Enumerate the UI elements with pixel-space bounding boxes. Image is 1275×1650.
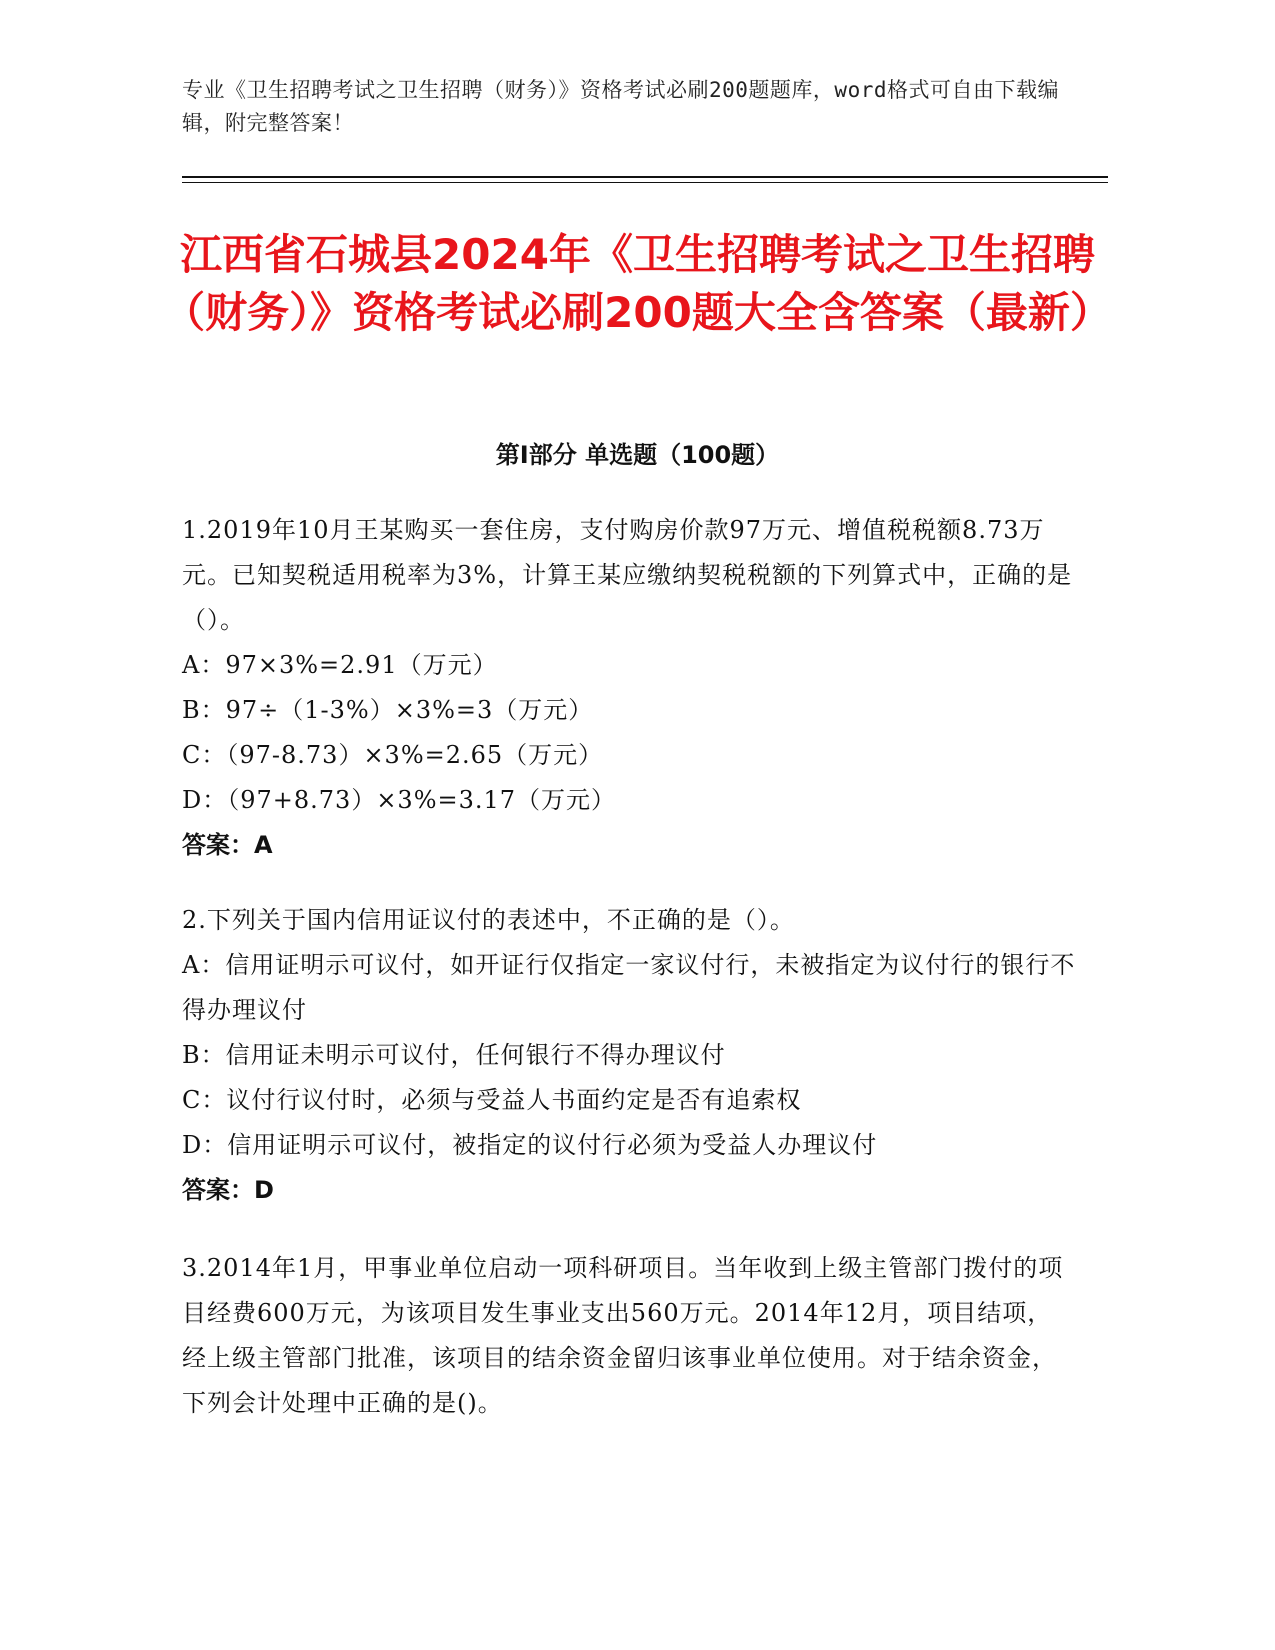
option-c: C：（97-8.73）×3%=2.65（万元） [182, 741, 604, 769]
question-stem: 1.2019年10月王某购买一套住房，支付购房价款97万元、增值税税额8.73万元。已知契税适用税率为3%，计算王某应缴纳契税税额的下列算式中，正确的是（）。 [182, 516, 1073, 634]
question-stem: 2.下列关于国内信用证议付的表述中，不正确的是（）。 [182, 906, 795, 934]
question-stem: 3.2014年1月，甲事业单位启动一项科研项目。当年收到上级主管部门拨付的项目经费600万元，为该项目发生事业支出560万元。2014年12月，项目结项，经上级主管部门批准，该项目的结余资金留归该事业单位使用。对于结余资金，下列会计处理中正确的是()。 [182, 1254, 1064, 1417]
option-d: D：信用证明示可议付，被指定的议付行必须为受益人办理议付 [182, 1131, 878, 1159]
option-c: C：议付行议付时，必须与受益人书面约定是否有追索权 [182, 1086, 802, 1114]
option-a: A：信用证明示可议付，如开证行仅指定一家议付行，未被指定为议付行的银行不得办理议付 [182, 951, 1076, 1024]
header-divider-thick [182, 176, 1108, 178]
answer-label: 答案：D [182, 1176, 274, 1204]
answer-label: 答案：A [182, 831, 273, 859]
option-b: B：信用证未明示可议付，任何银行不得办理议付 [182, 1041, 726, 1069]
header-divider-thin [182, 182, 1108, 183]
question-2 [182, 898, 1077, 1213]
document-title: 江西省石城县2024年《卫生招聘考试之卫生招聘（财务）》资格考试必刷200题大全含答案（最新） [163, 230, 1112, 337]
option-a: A：97×3%=2.91（万元） [182, 651, 498, 679]
section-title: 第Ⅰ部分 单选题（100题） [495, 441, 780, 469]
question-1 [182, 508, 1077, 868]
question-3 [182, 1246, 1077, 1426]
header-note: 专业《卫生招聘考试之卫生招聘（财务）》资格考试必刷200题题库，word格式可自由下载编辑，附完整答案！ [182, 78, 1059, 135]
option-d: D：（97+8.73）×3%=3.17（万元） [182, 786, 617, 814]
option-b: B：97÷（1-3%）×3%=3（万元） [182, 696, 594, 724]
